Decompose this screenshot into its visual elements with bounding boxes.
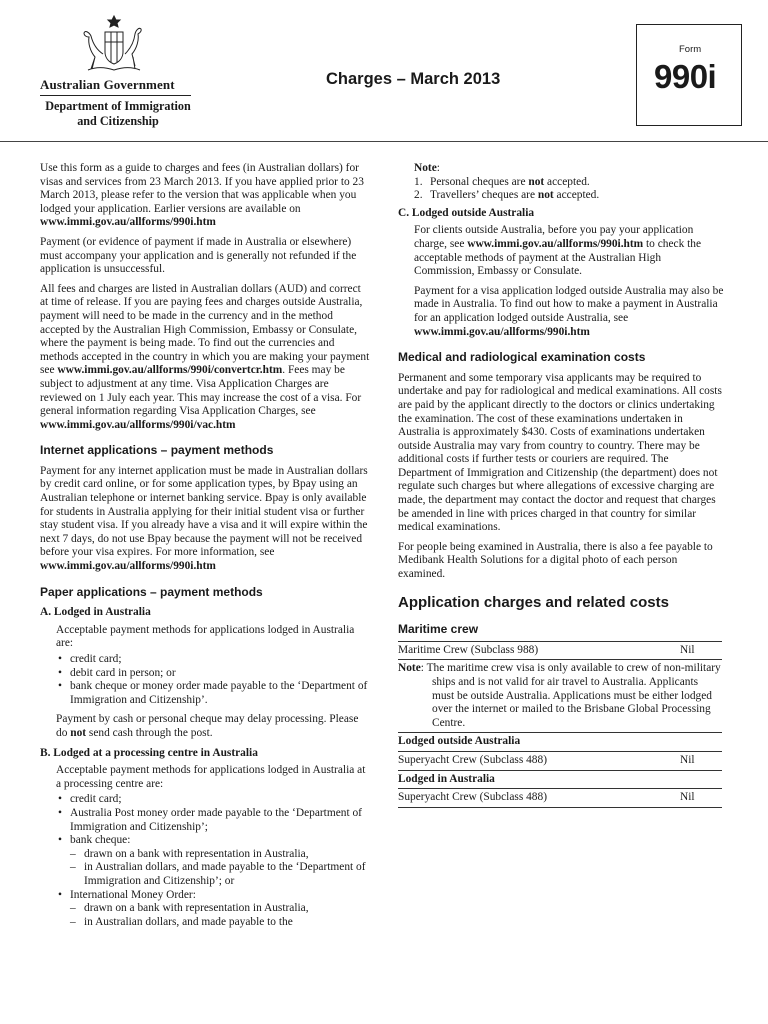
note-block: Note: 1. Personal cheques are not accepted. 2. Travellers’ cheques are not accepted. [414,162,724,203]
medical-text: Permanent and some temporary visa applicants may be required to undertake and pay for radiological and medical examinations. All costs are paid by the applicant directly to the doctors or clinics undertaking the examination. The cost of these examinations undertaken in Australia is approximately $430. Costs of examinations undertaken outside Australia may vary from country to country. There may be additional costs if further tests or couriers are required. The Department of Immigration and Citizenship (the department) does not regulate such charges but where allegations of excessive charging are made, the department may contact the doctor and request that charges be amended in line with prices charged in that country for similar medical examinations. [398,371,722,534]
lodged-inside-heading: Lodged in Australia [398,772,495,785]
application-charges-heading: Application charges and related costs [398,593,669,611]
link[interactable]: www.immi.gov.au/allforms/990i.htm [414,325,590,338]
section-a-intro: Acceptable payment methods for applications lodged in Australia are: [56,623,355,650]
left-column [40,162,370,935]
list-item: • credit card; [56,653,370,667]
page-title: Charges – March 2013 [326,70,501,88]
section-b-list [56,793,370,929]
table-subheading-row [398,770,722,789]
lodged-outside-heading: Lodged outside Australia [398,735,521,748]
table-row [398,751,722,770]
medical-heading: Medical and radiological examination costs [398,350,646,365]
intro-paragraph-1: Use this form as a guide to charges and fees (in Australian dollars) for visas and services from 23 March 2013. If you have applied prior to 23 March 2013, please refer to the version that was applicable when you lodged your application. Earlier versions are available on www.immi.gov.au/allforms/990i.htm [40,162,364,229]
divider [40,95,191,96]
section-a-body [56,624,370,741]
list-item: • bank cheque or money order made payable to the ‘Department of Immigration and Citizenship’. [56,680,370,707]
government-name: Australian Government [40,77,175,92]
table-note-row [398,660,722,733]
department-name: Department of Immigration and Citizenship [45,99,191,128]
visa-charge: Nil [680,789,722,808]
form-label: Form [679,44,702,55]
section-a-heading: A. Lodged in Australia [40,606,151,619]
visa-name: Superyacht Crew (Subclass 488) [398,751,680,770]
link[interactable]: www.immi.gov.au/allforms/990i.htm [40,216,216,229]
list-item: • Australia Post money order made payable to the ‘Department of Immigration and Citizenship’; [56,807,370,834]
section-a-note: Payment by cash or personal cheque may delay processing. Please do not send cash through the post. [56,713,359,739]
link[interactable]: www.immi.gov.au/allforms/990i/convertcr.htm [57,364,283,377]
note-label: Note [414,162,437,174]
section-c-text-2: Payment for a visa application lodged outside Australia may also be made in Australia. To find out how to make a payment in Australia for an application lodged outside Australia, see www.immi.gov.au/allforms/990i.htm [414,284,724,338]
list-subitem: – in Australian dollars, and made payable to the [56,916,370,930]
section-a-list [56,653,370,707]
link[interactable]: www.immi.gov.au/allforms/990i/vac.htm [40,418,236,431]
table-note: Note: The maritime crew visa is only available to crew of non-military ships and is not valid for air travel to Australia. Applicants must be outside Australia. Applications must be either lodged over the internet or mailed to the Brisbane Global Processing Centre. [398,662,721,729]
table-row [398,789,722,808]
section-b-heading: B. Lodged at a processing centre in Australia [40,746,258,759]
list-item: • debit card in person; or [56,667,370,681]
form-number: 990i [654,58,717,95]
list-item: • credit card; [56,793,370,807]
table-subheading-row [398,733,722,752]
medical-text-2: For people being examined in Australia, there is also a fee payable to Medibank Health Solutions for a digital photo of each person examined. [398,540,713,581]
coat-of-arms-logo [78,14,150,74]
intro-paragraph-2: Payment (or evidence of payment if made in Australia or elsewhere) must accompany your application and is generally not refunded if the application is unsuccessful. [40,235,357,276]
list-item: • International Money Order: [56,889,370,903]
internet-payment-heading: Internet applications – payment methods [40,443,274,458]
note-list [414,176,724,203]
list-subitem: – drawn on a bank with representation in Australia, [56,848,370,862]
section-c-heading: C. Lodged outside Australia [398,206,535,219]
internet-payment-text: Payment for any internet application must be made in Australian dollars by credit card online, or for some application types, by Bpay using an Australian telephone or internet banking service. Bpay is only available for students in Australia applying for their initial student visa or further stay student visa. If you already have a visa and it will expire within the next 7 days, do not use Bpay because the payment will not be received before your visa expires. For more information, see www.immi.gov.au/allforms/990i.htm [40,464,368,573]
list-item: • bank cheque: [56,834,370,848]
list-item: 2. Travellers’ cheques are not accepted. [414,189,600,202]
section-c-body [414,224,724,339]
section-c-text: For clients outside Australia, before you pay your application charge, see www.immi.gov.au/allforms/990i.htm to check the acceptable methods of payment at the Australian High Commission, Embassy or Consulate. [414,224,702,278]
header-divider [0,141,768,142]
list-item: 1. Personal cheques are not accepted. [414,175,590,188]
maritime-heading: Maritime crew [398,622,479,637]
intro-paragraph-3: All fees and charges are listed in Australian dollars (AUD) and correct at time of release. If you are paying fees and charges outside Australia, payment will need to be made in the currency and in the method accepted by the Australian High Commission, Embassy or Consulate, where the payment is being made. To find out the currencies and methods accepted in the country in which you are making your payment see www.immi.gov.au/allforms/990i/convertcr.htm. Fees may be subject to adjustment at any time. Visa Application Charges are reviewed on 1 July each year. This may increase the cost of a visa. For general information regarding Visa Application Charges, see www.immi.gov.au/allforms/990i/vac.htm [40,282,370,431]
visa-name: Superyacht Crew (Subclass 488) [398,789,680,808]
link[interactable]: www.immi.gov.au/allforms/990i.htm [467,237,644,250]
list-subitem: – in Australian dollars, and made payable to the ‘Department of Immigration and Citizenship’; or [56,861,370,888]
visa-charge: Nil [680,641,722,660]
visa-charge: Nil [680,751,722,770]
paper-payment-heading: Paper applications – payment methods [40,584,263,599]
table-row [398,641,722,660]
link[interactable]: www.immi.gov.au/allforms/990i.htm [40,560,216,573]
section-b-intro: Acceptable payment methods for applications lodged in Australia at a processing centre are: [56,764,366,790]
right-column [398,162,724,808]
list-subitem: – drawn on a bank with representation in Australia, [56,902,370,916]
section-b-body [56,764,370,929]
charges-table [398,641,722,808]
visa-name: Maritime Crew (Subclass 988) [398,641,680,660]
